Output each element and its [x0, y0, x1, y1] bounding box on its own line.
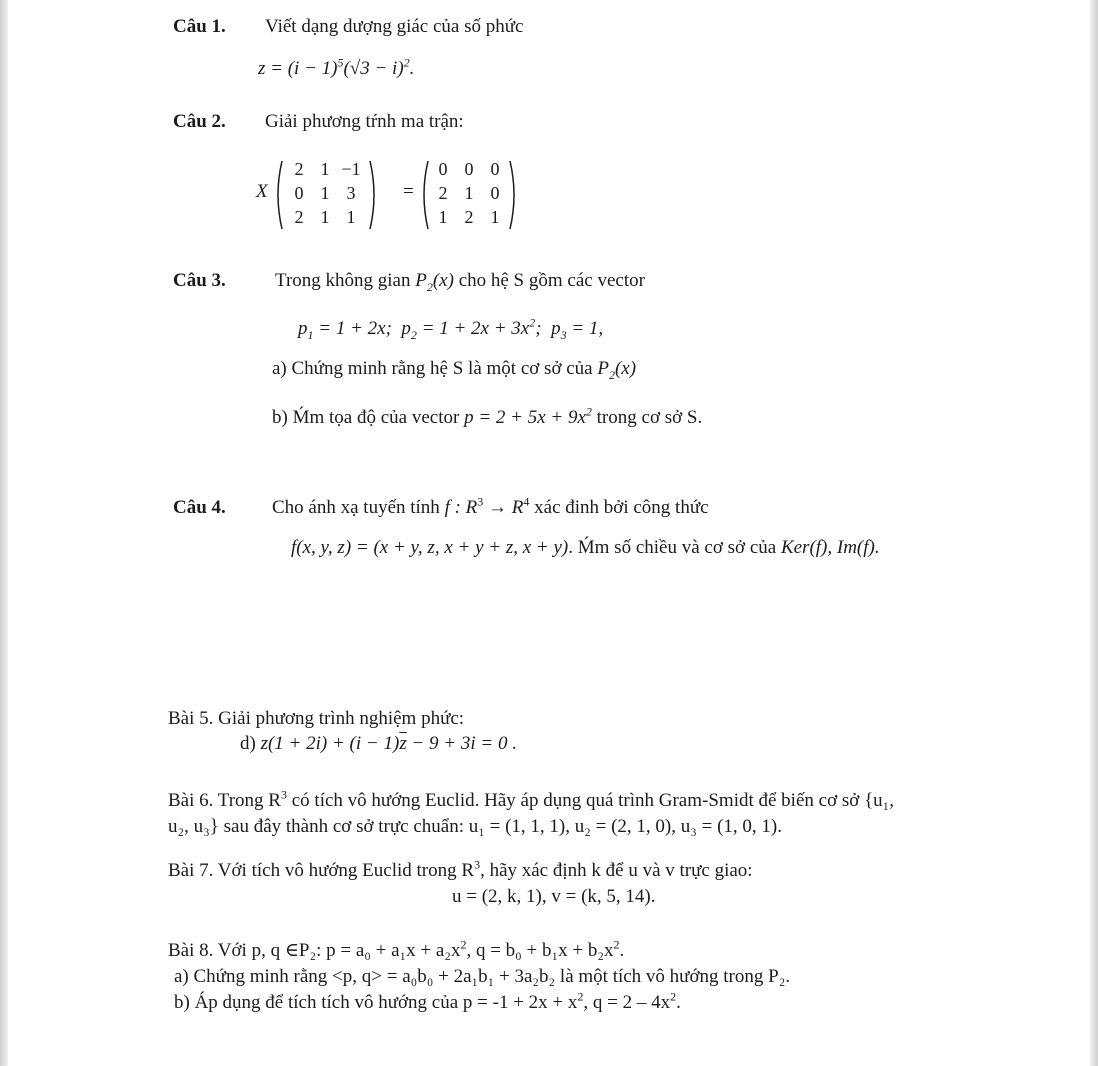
q2-label: Câu 2. — [173, 111, 226, 132]
matrix-a-cell: 1 — [320, 207, 330, 227]
q3-label: Câu 3. — [173, 270, 226, 291]
matrix-a-cell: 2 — [294, 207, 304, 227]
matrix-b-cell: 1 — [464, 183, 474, 203]
q3-vectors: $p_1 = 1 + 2x$; $p_2 = 1 + 2x + 3x^2$; $p_3 = 1$, — [298, 315, 604, 342]
q1-label: Câu 1. — [173, 16, 226, 37]
matrix-a-grid — [286, 159, 364, 231]
page-left-edge — [0, 0, 8, 1066]
q1-text: Viết dạng dượng giác của số phức — [265, 16, 524, 37]
b5-title: Bài 5. Giải phương trình nghiệm phức: — [168, 708, 465, 729]
matrix-a-cell: 1 — [346, 207, 356, 227]
b6-line2: u₂, u₃} sau đây thành cơ sở trực chuẩn: u₁ = (1, 1, 1), u₂ = (2, 1, 0), u₃ = (1, 0, 1). — [168, 816, 782, 837]
matrix-b-left-paren — [418, 159, 430, 231]
matrix-b-cell: 1 — [438, 207, 448, 227]
matrix-b-cell: 0 — [490, 159, 500, 179]
matrix-a-cell: −1 — [341, 159, 361, 179]
q4-text: Cho ánh xạ tuyến tính f : $R^3 \to R^4$ xác đinh bởi công thức — [272, 494, 709, 518]
matrix-a-cell: 3 — [346, 183, 356, 203]
q3-part-b: b) Ḿm tọa độ của vector $p = 2 + 5x + 9x^2$ trong cơ sở S. — [272, 404, 703, 428]
page-right-edge — [1090, 0, 1098, 1066]
b8-line1: Bài 8. Với p, q ∈P₂: $p = a_0 + a_1x + a_2x^2$, $q = b_0 + b_1x + b_2x^2$. — [168, 937, 625, 961]
b6-line1: Bài 6. Trong $R^3$ có tích vô hướng Euclid. Hãy áp dụng quá trình Gram-Smidt để biến cơ sở {u₁, — [168, 787, 895, 811]
matrix-b-grid — [430, 159, 508, 231]
q3-part-a: a) Chứng minh rằng hệ S là một cơ sở của $P_2(x)$ — [272, 358, 637, 382]
b7-line2: u = (2, k, 1), v = (k, 5, 14). — [452, 886, 656, 907]
matrix-a-cell: 2 — [294, 159, 304, 179]
matrix-a-left-paren — [272, 159, 284, 231]
matrix-b — [418, 159, 544, 231]
b8-part-b: b) Áp dụng để tích tích vô hướng của $p = -1 + 2x + x^2$, $q = 2 - 4x^2$. — [174, 989, 681, 1013]
matrix-b-cell: 0 — [490, 183, 500, 203]
matrix-b-cell: 0 — [464, 159, 474, 179]
q2-equals: = — [403, 181, 414, 202]
matrix-a-right-paren — [368, 159, 380, 231]
matrix-b-cell: 2 — [464, 207, 474, 227]
matrix-a-cell: 0 — [294, 183, 304, 203]
matrix-b-cell: 0 — [438, 159, 448, 179]
q2-text: Giải phương tŕnh ma trận: — [265, 111, 464, 132]
matrix-a — [272, 159, 398, 231]
matrix-a-cell: 1 — [320, 183, 330, 203]
q4-formula: f(x, y, z) = (x + y, z, x + y + z, x + y). Ḿm số chiều và cơ sở của Ker(f), Im(f). — [291, 537, 880, 558]
q4-label: Câu 4. — [173, 497, 226, 518]
b8-part-a: a) Chứng minh rằng <p, q> = a₀b₀ + 2a₁b₁ + 3a₂b₂ là một tích vô hướng trong P₂. — [174, 966, 791, 987]
matrix-a-cell: 1 — [320, 159, 330, 179]
q2-matrix-x: X — [256, 181, 268, 202]
matrix-b-cell: 1 — [490, 207, 500, 227]
b7-line1: Bài 7. Với tích vô hướng Euclid trong $R^3$, hãy xác định k để u và v trực giao: — [168, 857, 753, 881]
q1-formula: $z = (i - 1)^5(√3 - i)^2$. — [258, 55, 415, 79]
b5-part-d: d) $z(1 + 2i) + (i - 1)\overline{z} - 9 + 3i = 0$ . — [240, 733, 517, 754]
matrix-b-cell: 2 — [438, 183, 448, 203]
q3-text: Trong không gian $P_2(x)$ cho hệ S gồm các vector — [275, 270, 645, 294]
matrix-b-right-paren — [508, 159, 520, 231]
